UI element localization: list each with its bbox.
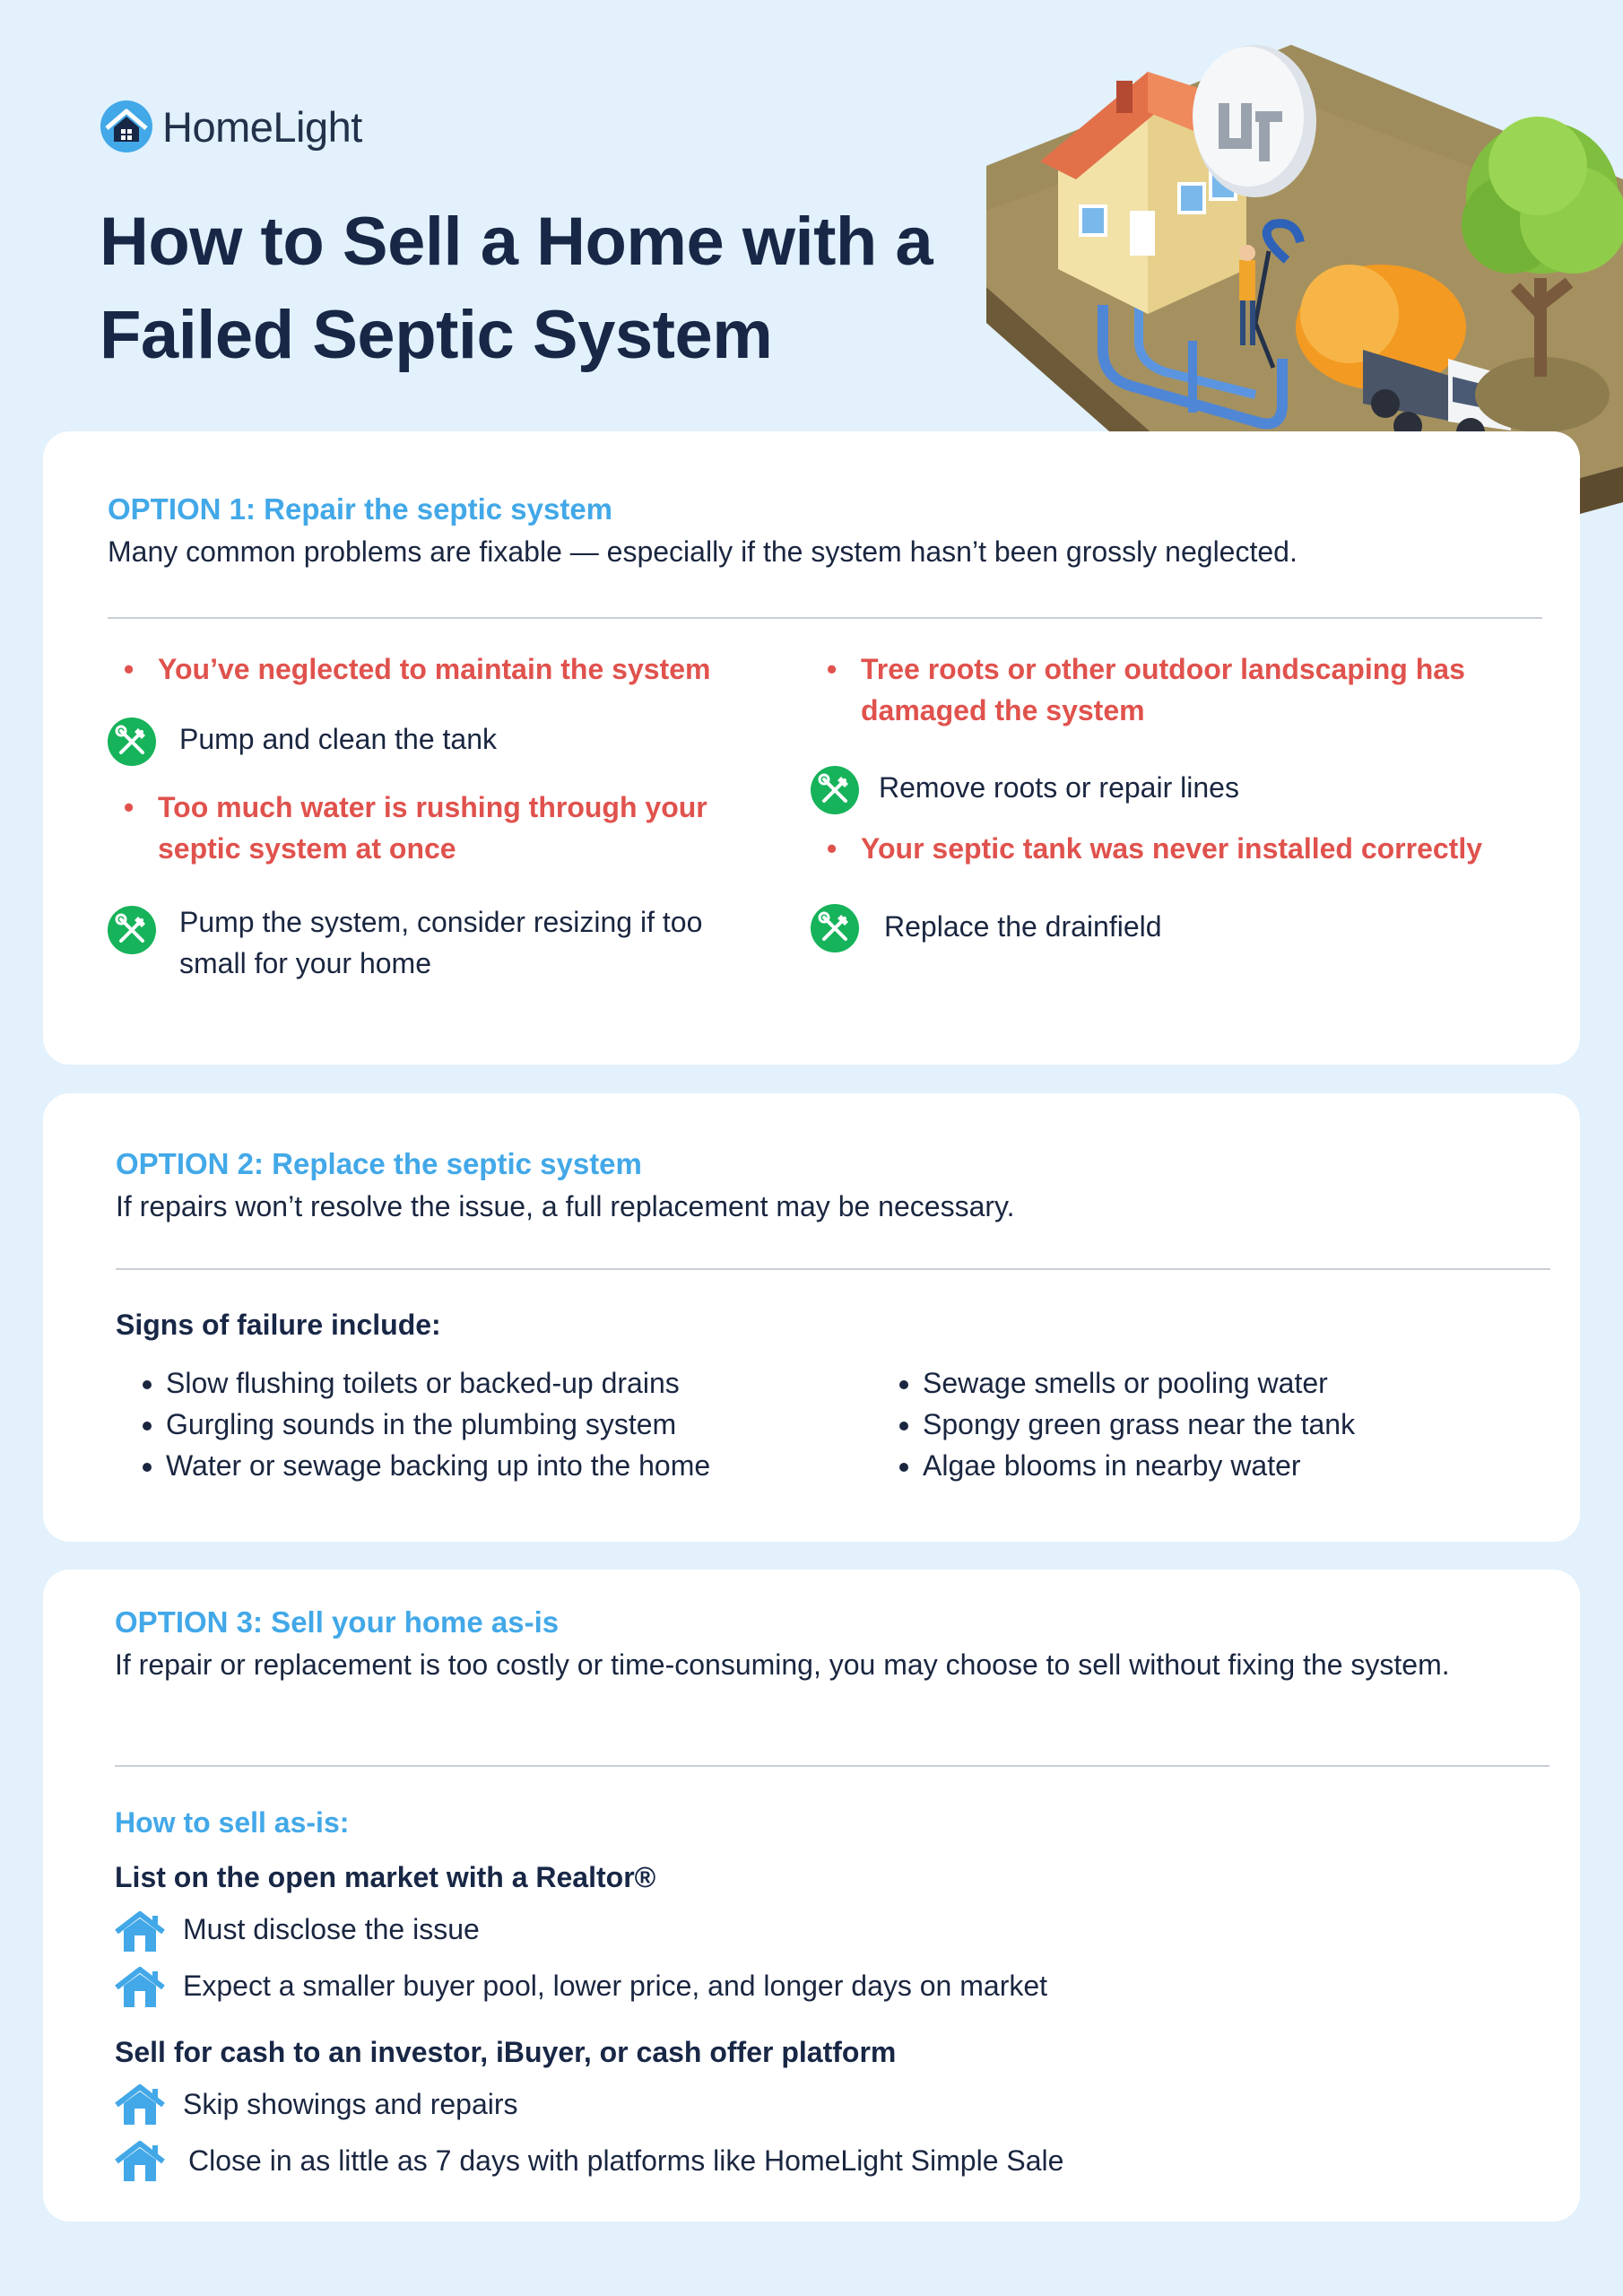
- option3-card: [43, 1570, 1580, 2222]
- signs-list-left: [116, 1362, 847, 1486]
- page-title: How to Sell a Home with a Failed Septic System: [100, 204, 933, 373]
- option2-description: If repairs won’t resolve the issue, a full replacement may be necessary.: [116, 1190, 1015, 1222]
- list-item: • Gurgling sounds in the plumbing system: [166, 1404, 847, 1445]
- path-heading: Sell for cash to an investor, iBuyer, or cash offer platform: [115, 2036, 897, 2068]
- list-item: • Sewage smells or pooling water: [923, 1362, 1550, 1404]
- sell-point: Close in as little as 7 days with platforms like HomeLight Simple Sale: [188, 2144, 1064, 2177]
- path-heading: List on the open market with a Realtor®: [115, 1861, 656, 1893]
- divider: [116, 1268, 1550, 1270]
- option1-description: Many common problems are fixable — especially if the system hasn’t been grossly neglected.: [108, 535, 1298, 568]
- brand-name: HomeLight: [162, 102, 362, 151]
- option1-card: [43, 431, 1580, 1065]
- problem-label: • Tree roots or other outdoor landscaping has damaged the system: [861, 648, 1542, 731]
- house-logo-icon: [100, 100, 153, 153]
- house-icon: [113, 2140, 167, 2183]
- wrench-screwdriver-icon: [108, 718, 156, 766]
- list-item: • Spongy green grass near the tank: [923, 1404, 1550, 1445]
- how-to-sell-heading: How to sell as-is:: [115, 1806, 350, 1839]
- wrench-screwdriver-icon: [811, 766, 859, 814]
- fix-label: Pump the system, consider resizing if too small for your home: [179, 906, 703, 979]
- divider: [115, 1765, 1549, 1767]
- house-icon: [113, 1910, 167, 1953]
- signs-list-right: [872, 1362, 1550, 1486]
- sell-point: Must disclose the issue: [183, 1913, 480, 1945]
- option2-card: [43, 1093, 1580, 1542]
- option1-title: OPTION 1: Repair the septic system: [108, 492, 613, 526]
- option2-title: OPTION 2: Replace the septic system: [116, 1147, 642, 1180]
- fix-label: Pump and clean the tank: [179, 723, 498, 755]
- signs-heading: Signs of failure include:: [116, 1309, 441, 1341]
- house-icon: [113, 1966, 167, 2009]
- problem-label: • Too much water is rushing through your septic system at once: [158, 787, 714, 869]
- sell-point: Skip showings and repairs: [183, 2088, 518, 2120]
- fix-label: Replace the drainfield: [884, 910, 1162, 943]
- problem-label: • Your septic tank was never installed correctly: [861, 828, 1542, 869]
- list-item: • Water or sewage backing up into the home: [166, 1445, 847, 1486]
- wrench-screwdriver-icon: [108, 906, 156, 954]
- option3-description: If repair or replacement is too costly or time-consuming, you may choose to sell without fixing the system.: [115, 1648, 1450, 1681]
- divider: [108, 617, 1542, 619]
- option3-title: OPTION 3: Sell your home as-is: [115, 1605, 560, 1639]
- problem-label: • You’ve neglected to maintain the system: [158, 648, 785, 690]
- sell-point: Expect a smaller buyer pool, lower price, and longer days on market: [183, 1970, 1048, 2002]
- fix-label: Remove roots or repair lines: [879, 771, 1239, 804]
- list-item: • Algae blooms in nearby water: [923, 1445, 1550, 1486]
- wrench-screwdriver-icon: [811, 904, 859, 952]
- homelight-logo[interactable]: [100, 99, 362, 154]
- house-icon: [113, 2083, 167, 2126]
- list-item: • Slow flushing toilets or backed-up drains: [166, 1362, 847, 1404]
